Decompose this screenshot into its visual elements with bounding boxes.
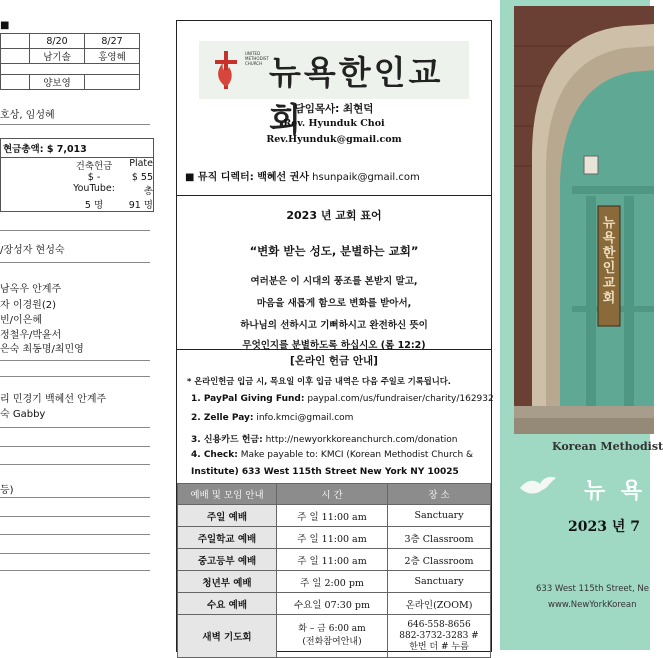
- pastor-email: Rev.Hyunduk@gmail.com: [266, 134, 402, 145]
- schedule-header: 장 소: [388, 484, 491, 505]
- divider: [177, 349, 491, 350]
- divider: [0, 534, 150, 535]
- schedule-place: [388, 615, 491, 658]
- verse-line: 여러분은 이 시대의 풍조를 본받지 말고,: [250, 276, 418, 287]
- divider: [0, 230, 150, 231]
- table-cell: [85, 75, 140, 90]
- left-line: 빈/이은혜: [0, 315, 43, 326]
- online-item: [191, 413, 353, 423]
- table-row: [178, 505, 491, 527]
- cover-church-kr: 뉴 욕: [584, 479, 647, 504]
- online-item: [191, 394, 494, 404]
- dove-icon: [518, 474, 558, 498]
- divider: [177, 195, 491, 196]
- schedule-place: Sanctuary: [388, 505, 491, 527]
- schedule-place-line: 한번 더 # 누름: [409, 641, 469, 652]
- left-header-mark: ■: [0, 20, 10, 31]
- divider: [0, 446, 150, 447]
- schedule-name: 중고등부 예배: [178, 549, 277, 571]
- verse-line: 무엇인지를 분별하도록 하십시오 (롬 12:2): [242, 340, 426, 351]
- cover-website: www.NewYorkKorean: [548, 600, 637, 610]
- divider: [0, 497, 150, 498]
- left-line: 등): [0, 485, 14, 496]
- schedule-place: 2층 Classroom: [388, 549, 491, 571]
- divider: [0, 262, 150, 263]
- logo-small-text: UNITED METHODIST CHURCH: [245, 51, 269, 66]
- table-row: [178, 549, 491, 571]
- online-value: info.kmci@gmail.com: [256, 413, 354, 423]
- schedule-table: [177, 483, 491, 658]
- table-cell: 8/20: [30, 34, 85, 49]
- cover-page: [500, 0, 663, 650]
- offering-cell: Plate: [129, 158, 153, 169]
- left-page: [0, 0, 160, 650]
- online-item: [191, 432, 457, 445]
- offering-title: 현금총액: $ 7,013: [1, 139, 153, 158]
- table-cell: [1, 49, 30, 64]
- schedule-name: 주일 예배: [178, 505, 277, 527]
- table-cell: 홍영혜: [85, 49, 140, 64]
- divider: [0, 553, 150, 554]
- cover-bottom: [500, 434, 663, 650]
- table-row: [178, 527, 491, 549]
- church-door-photo: [514, 6, 654, 434]
- online-label: 2. Zelle Pay:: [191, 413, 254, 423]
- left-line: 정철우/박윤서: [0, 330, 62, 341]
- schedule-place-line: 646-558-8656: [407, 619, 471, 630]
- divider: [0, 464, 150, 465]
- online-value: http://newyorkkoreanchurch.com/donation: [265, 435, 458, 445]
- schedule-time: 주 일 11:00 am: [277, 527, 388, 549]
- left-line: 숙 Gabby: [0, 409, 46, 420]
- table-cell: [1, 75, 30, 90]
- cover-church-en: Korean Methodist: [552, 440, 663, 453]
- table-row: [178, 593, 491, 615]
- cover-year: 2023 년 7: [568, 519, 640, 535]
- table-cell: 남기솔: [30, 49, 85, 64]
- table-cell: 양보영: [30, 75, 85, 90]
- table-cell: 8/27: [85, 34, 140, 49]
- left-line: 리 민경기 백혜선 안계주: [0, 394, 107, 405]
- left-line: 은숙 최동명/최민영: [0, 344, 84, 355]
- logo-title: 뉴욕한인교회: [269, 53, 444, 139]
- pastor-en: Rev. Hyunduk Choi: [283, 118, 385, 129]
- online-note: * 온라인헌금 입금 시, 목요일 이후 입금 내역은 다음 주일로 기록됩니다.: [187, 376, 451, 386]
- offering-box: [0, 138, 154, 212]
- divider: [0, 124, 150, 125]
- schedule-time: 수요일 07:30 pm: [277, 593, 388, 615]
- motto: “변화 받는 성도, 분별하는 교회”: [249, 244, 419, 258]
- online-label: 4. Check:: [191, 450, 238, 460]
- schedule-place-line: 882-3732-3283 #: [399, 630, 479, 641]
- music-label: ■ 뮤직 디렉터: 백혜선 권사: [185, 172, 309, 183]
- pastor-kr: 담임목사: 최현덕: [294, 103, 374, 115]
- schedule-time-line: (전화참여안내): [302, 637, 362, 647]
- music-email: hsunpaik@gmail.com: [312, 172, 420, 183]
- divider: [0, 427, 150, 428]
- online-label: 1. PayPal Giving Fund:: [191, 394, 305, 404]
- schedule-time: 주 일 11:00 am: [277, 549, 388, 571]
- sign-text: 뉴욕한인교회: [602, 216, 616, 306]
- left-line: 남옥우 안계주: [0, 284, 62, 295]
- schedule-time: 주 일 11:00 am: [277, 505, 388, 527]
- left-line: /장성자 현성숙: [0, 245, 65, 256]
- cross-flame-icon: [211, 49, 241, 91]
- online-label: 3. 신용카드 헌금:: [191, 435, 263, 445]
- cover-address: 633 West 115th Street, Ne: [536, 584, 649, 594]
- online-value: paypal.com/us/fundraiser/charity/162932: [307, 394, 494, 404]
- schedule-header: 예배 및 모임 안내: [178, 484, 277, 505]
- table-row: [178, 615, 491, 658]
- verse-line: 마음을 새롭게 함으로 변화를 받아서,: [256, 298, 412, 309]
- table-cell: [1, 34, 30, 49]
- motto-title: 2023 년 교회 표어: [286, 209, 382, 222]
- schedule-name: 청년부 예배: [178, 571, 277, 593]
- verse-line: 하나님의 선하시고 기뻐하시고 완전하신 뜻이: [240, 320, 428, 331]
- left-assign-table: [0, 33, 140, 90]
- offering-cell: 91 명: [128, 200, 153, 211]
- schedule-place: Sanctuary: [388, 571, 491, 593]
- offering-cell: 총: [143, 186, 153, 197]
- schedule-time: [277, 615, 388, 658]
- music-director: [185, 168, 420, 183]
- church-doorway-illustration: [514, 6, 654, 434]
- left-line: 호상, 임성혜: [0, 110, 55, 121]
- left-line: 자 이경원(2): [0, 300, 56, 311]
- online-item: [191, 467, 459, 477]
- online-item: [191, 450, 473, 460]
- online-label: Institute) 633 West 115th Street New York NY 10025: [191, 467, 459, 477]
- offering-cell: 5 명: [84, 200, 104, 211]
- schedule-name: 새벽 기도회: [178, 615, 277, 658]
- schedule-place: 3층 Classroom: [388, 527, 491, 549]
- offering-cell: YouTube:: [73, 183, 115, 194]
- divider: [0, 516, 150, 517]
- offering-cell: $ 55: [131, 172, 153, 183]
- offering-cell: $ -: [87, 172, 101, 183]
- divider: [0, 570, 150, 571]
- online-title: [온라인 헌금 안내]: [290, 355, 378, 367]
- schedule-header: 시 간: [277, 484, 388, 505]
- offering-cell: 건축헌금: [75, 161, 113, 172]
- online-value: Make payable to: KMCI (Korean Methodist Church &: [240, 450, 474, 460]
- schedule-place: 온라인(ZOOM): [388, 593, 491, 615]
- schedule-time-line: 화 – 금 6:00 am: [298, 624, 366, 634]
- middle-page: [176, 20, 492, 652]
- divider: [0, 376, 150, 377]
- schedule-name: 주일학교 예배: [178, 527, 277, 549]
- schedule-time: 주 일 2:00 pm: [277, 571, 388, 593]
- divider: [0, 360, 150, 361]
- table-row: [178, 571, 491, 593]
- table-cell: [1, 64, 140, 75]
- schedule-name: 수요 예배: [178, 593, 277, 615]
